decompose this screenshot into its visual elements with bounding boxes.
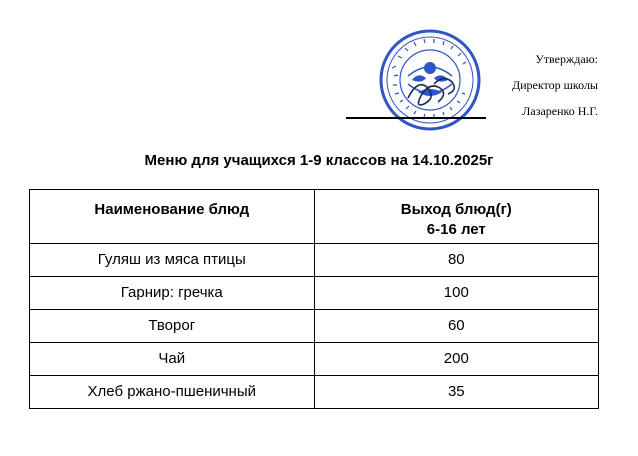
approval-block	[478, 46, 598, 124]
output-cell: 60	[314, 310, 598, 343]
header-output-label: Выход блюд(г)	[400, 201, 512, 218]
table-row	[30, 343, 599, 376]
header-dish-label: Наименование блюд	[94, 201, 250, 218]
table-row	[30, 244, 599, 277]
dish-cell: Творог	[30, 310, 315, 343]
signature-line	[346, 117, 486, 119]
table-row	[30, 277, 599, 310]
table-row	[30, 310, 599, 343]
output-cell: 35	[314, 376, 598, 409]
menu-table	[29, 189, 599, 409]
header-dish	[30, 190, 315, 244]
approver-name: Лазаренко Н.Г.	[522, 104, 598, 118]
table-row	[30, 376, 599, 409]
approver-position: Директор школы	[511, 78, 598, 92]
header-age-label: 6-16 лет	[426, 221, 486, 238]
dish-cell: Хлеб ржано-пшеничный	[30, 376, 315, 409]
output-cell: 100	[314, 277, 598, 310]
page-title: Меню для учащихся 1-9 классов на 14.10.2025г	[144, 152, 494, 169]
output-cell: 80	[314, 244, 598, 277]
table-header-row	[30, 190, 599, 244]
output-cell: 200	[314, 343, 598, 376]
header-output	[314, 190, 598, 244]
approval-label: Утверждаю:	[535, 52, 598, 66]
dish-cell: Чай	[30, 343, 315, 376]
dish-cell: Гуляш из мяса птицы	[30, 244, 315, 277]
dish-cell: Гарнир: гречка	[30, 277, 315, 310]
